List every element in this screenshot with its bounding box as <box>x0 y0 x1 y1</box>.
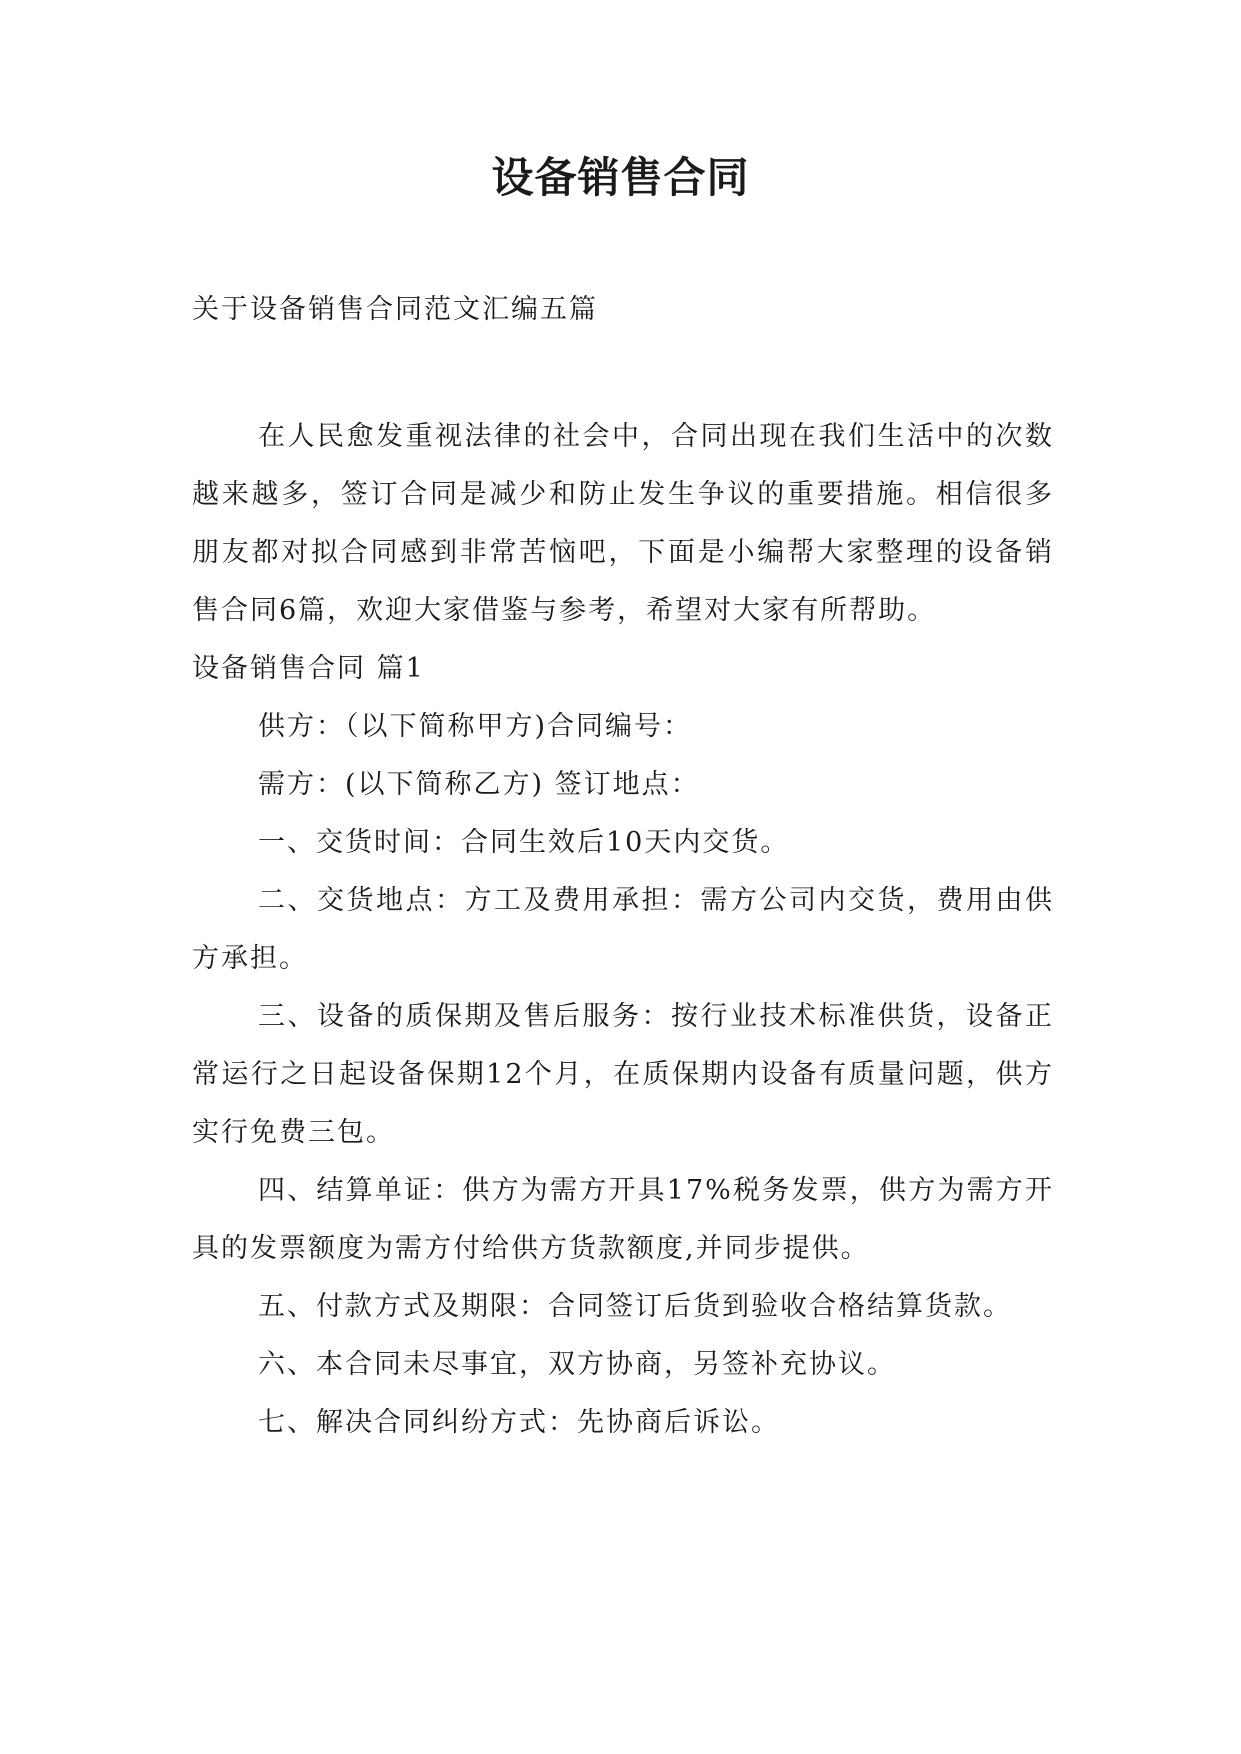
clause-paragraph: 供方：（以下简称甲方)合同编号： <box>258 711 693 742</box>
clause-paragraph: 二、交货地点：方工及费用承担：需方公司内交货，费用由供方承担。 <box>192 885 1054 974</box>
clause-paragraph: 三、设备的质保期及售后服务：按行业技术标准供货，设备正常运行之日起设备保期12个月，在质保期内设备有质量问题，供方实行免费三包。 <box>192 1001 1054 1148</box>
section-heading: 设备销售合同 篇1 <box>192 653 425 684</box>
document-body <box>192 408 1054 1452</box>
intro-paragraph: 在人民愈发重视法律的社会中，合同出现在我们生活中的次数越来越多，签订合同是减少和防止发生争议的重要措施。相信很多朋友都对拟合同感到非常苦恼吧，下面是小编帮大家整理的设备销售合同6篇，欢迎大家借鉴与参考，希望对大家有所帮助。 <box>192 421 1054 626</box>
clause-paragraph: 五、付款方式及期限：合同签订后货到验收合格结算货款。 <box>258 1291 1012 1322</box>
clause-paragraph: 一、交货时间：合同生效后10天内交货。 <box>258 827 790 858</box>
clause-paragraph: 四、结算单证：供方为需方开具17%税务发票，供方为需方开具的发票额度为需方付给供方货款额度,并同步提供。 <box>192 1175 1054 1264</box>
document-subtitle: 关于设备销售合同范文汇编五篇 <box>192 294 598 325</box>
clause-paragraph: 七、解决合同纠纷方式：先协商后诉讼。 <box>258 1407 780 1438</box>
clause-paragraph: 六、本合同未尽事宜，双方协商，另签补充协议。 <box>258 1349 896 1380</box>
clause-paragraph: 需方：(以下简称乙方) 签订地点： <box>258 769 700 800</box>
document-title: 设备销售合同 <box>491 153 750 202</box>
